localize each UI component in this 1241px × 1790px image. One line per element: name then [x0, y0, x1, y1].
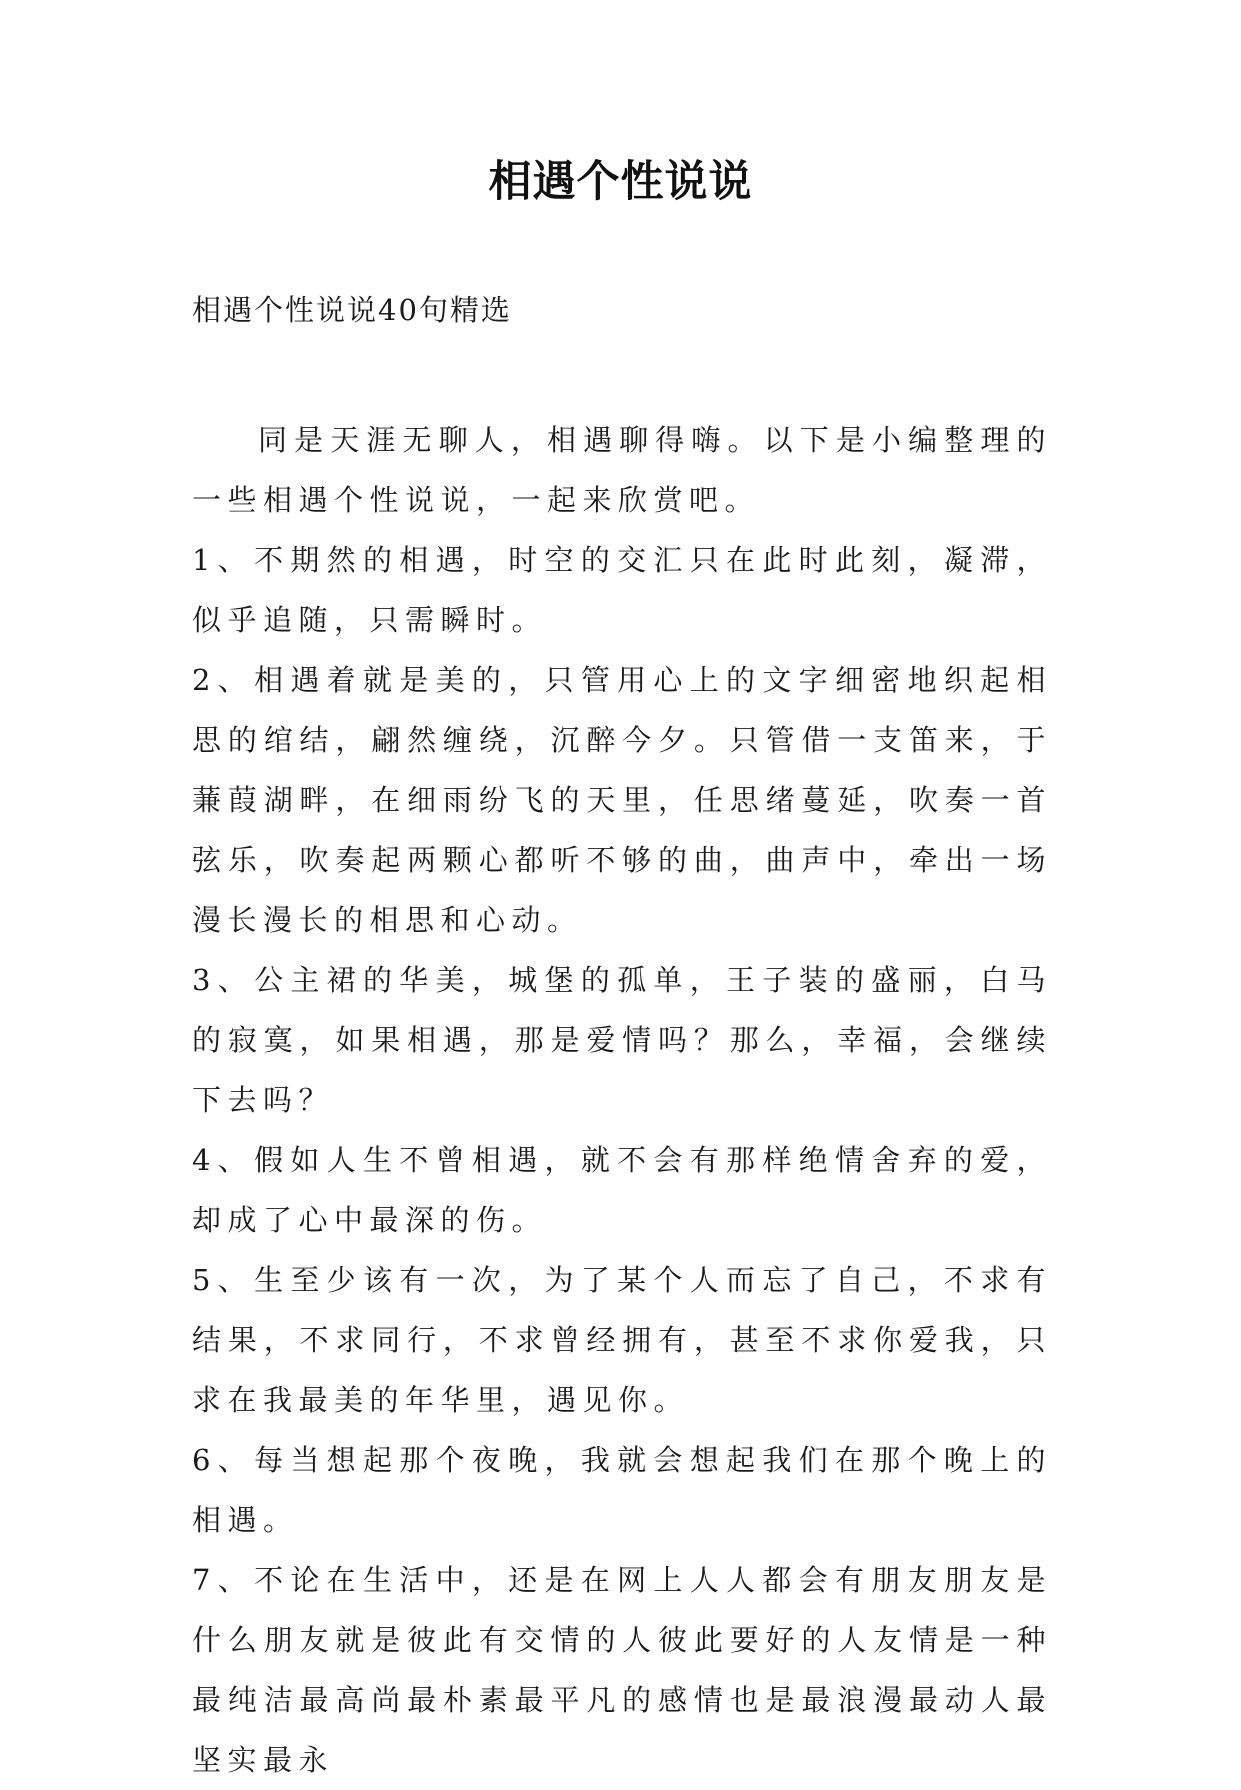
list-item: 2、相遇着就是美的，只管用心上的文字细密地织起相思的绾结，翩然缠绕，沉醉今夕。只管借一支笛来，于蒹葭湖畔，在细雨纷飞的天里，任思绪蔓延，吹奏一首弦乐，吹奏起两颗心都听不够的曲，曲声中，牵出一场漫长漫长的相思和心动。 [192, 663, 1052, 937]
list-item: 4、假如人生不曾相遇，就不会有那样绝情舍弃的爱，却成了心中最深的伤。 [192, 1143, 1052, 1237]
document-title: 相遇个性说说 [488, 157, 753, 207]
list-item: 3、公主裙的华美，城堡的孤单，王子装的盛丽，白马的寂寞，如果相遇，那是爱情吗？那么，幸福，会继续下去吗？ [192, 963, 1052, 1117]
list-item: 7、不论在生活中，还是在网上人人都会有朋友朋友是什么朋友就是彼此有交情的人彼此要好的人友情是一种最纯洁最高尚最朴素最平凡的感情也是最浪漫最动人最坚实最永 [192, 1563, 1052, 1777]
document-body [192, 410, 1052, 1790]
document-subtitle: 相遇个性说说40句精选 [192, 293, 512, 327]
list-item: 1、不期然的相遇，时空的交汇只在此时此刻，凝滞，似乎追随，只需瞬时。 [192, 543, 1052, 637]
list-item: 5、生至少该有一次，为了某个人而忘了自己，不求有结果，不求同行，不求曾经拥有，甚至不求你爱我，只求在我最美的年华里，遇见你。 [192, 1263, 1052, 1417]
list-item: 6、每当想起那个夜晚，我就会想起我们在那个晚上的相遇。 [192, 1443, 1052, 1537]
intro-paragraph: 同是天涯无聊人，相遇聊得嗨。以下是小编整理的一些相遇个性说说，一起来欣赏吧。 [192, 423, 1052, 517]
